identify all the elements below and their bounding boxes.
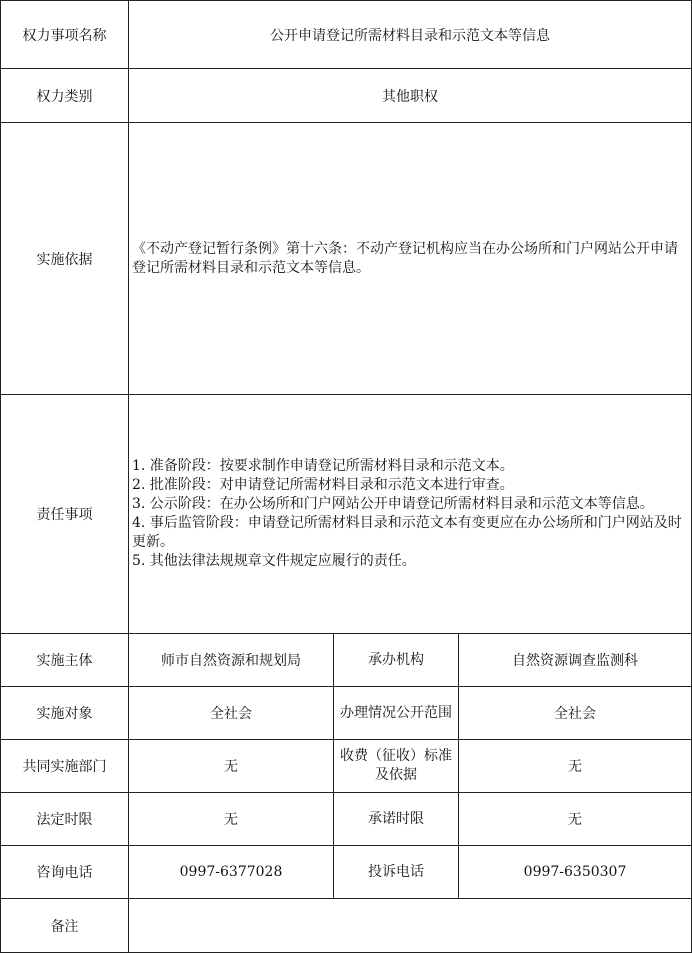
row-item-name [1, 1, 692, 69]
subject-label: 实施主体 [1, 634, 129, 687]
fee-standard-label: 收费（征收）标准及依据 [334, 740, 459, 793]
row-basis [1, 123, 692, 395]
duty-item: 4. 事后监管阶段：申请登记所需材料目录和示范文本有变更应在办公场所和门户网站及时更新。 [132, 515, 682, 550]
subject-value: 师市自然资源和规划局 [129, 634, 334, 687]
promised-time-limit-value: 无 [459, 793, 692, 846]
row-category [1, 69, 692, 123]
duties-value [129, 395, 692, 634]
handling-org-label: 承办机构 [334, 634, 459, 687]
legal-time-limit-value: 无 [129, 793, 334, 846]
target-value: 全社会 [129, 687, 334, 740]
row-target [1, 687, 692, 740]
target-label: 实施对象 [1, 687, 129, 740]
consult-phone-label: 咨询电话 [1, 846, 129, 899]
duty-item: 1. 准备阶段：按要求制作申请登记所需材料目录和示范文本。 [132, 458, 514, 474]
duty-item: 2. 批准阶段：对申请登记所需材料目录和示范文本进行审查。 [132, 477, 514, 493]
duties-label: 责任事项 [1, 395, 129, 634]
category-label: 权力类别 [1, 69, 129, 123]
duty-item: 5. 其他法律法规规章文件规定应履行的责任。 [132, 553, 416, 569]
row-subject [1, 634, 692, 687]
remark-value [129, 899, 692, 953]
remark-label: 备注 [1, 899, 129, 953]
fee-standard-value: 无 [459, 740, 692, 793]
category-value: 其他职权 [129, 69, 692, 123]
complaint-phone-label: 投诉电话 [334, 846, 459, 899]
item-name-label: 权力事项名称 [1, 1, 129, 69]
promised-time-limit-label: 承诺时限 [334, 793, 459, 846]
duty-item: 3. 公示阶段：在办公场所和门户网站公开申请登记所需材料目录和示范文本等信息。 [132, 496, 654, 512]
consult-phone-value: 0997-6377028 [129, 846, 334, 899]
row-time-limit [1, 793, 692, 846]
handling-org-value: 自然资源调查监测科 [459, 634, 692, 687]
row-joint [1, 740, 692, 793]
joint-dept-value: 无 [129, 740, 334, 793]
disclosure-scope-value: 全社会 [459, 687, 692, 740]
row-remark [1, 899, 692, 953]
basis-label: 实施依据 [1, 123, 129, 395]
row-duties [1, 395, 692, 634]
basis-text: 《不动产登记暂行条例》第十六条：不动产登记机构应当在办公场所和门户网站公开申请登记所需材料目录和示范文本等信息。 [132, 240, 678, 276]
disclosure-scope-label: 办理情况公开范围 [334, 687, 459, 740]
legal-time-limit-label: 法定时限 [1, 793, 129, 846]
complaint-phone-value: 0997-6350307 [459, 846, 692, 899]
basis-value [129, 123, 692, 395]
row-phone [1, 846, 692, 899]
item-name-value: 公开申请登记所需材料目录和示范文本等信息 [129, 1, 692, 69]
joint-dept-label: 共同实施部门 [1, 740, 129, 793]
